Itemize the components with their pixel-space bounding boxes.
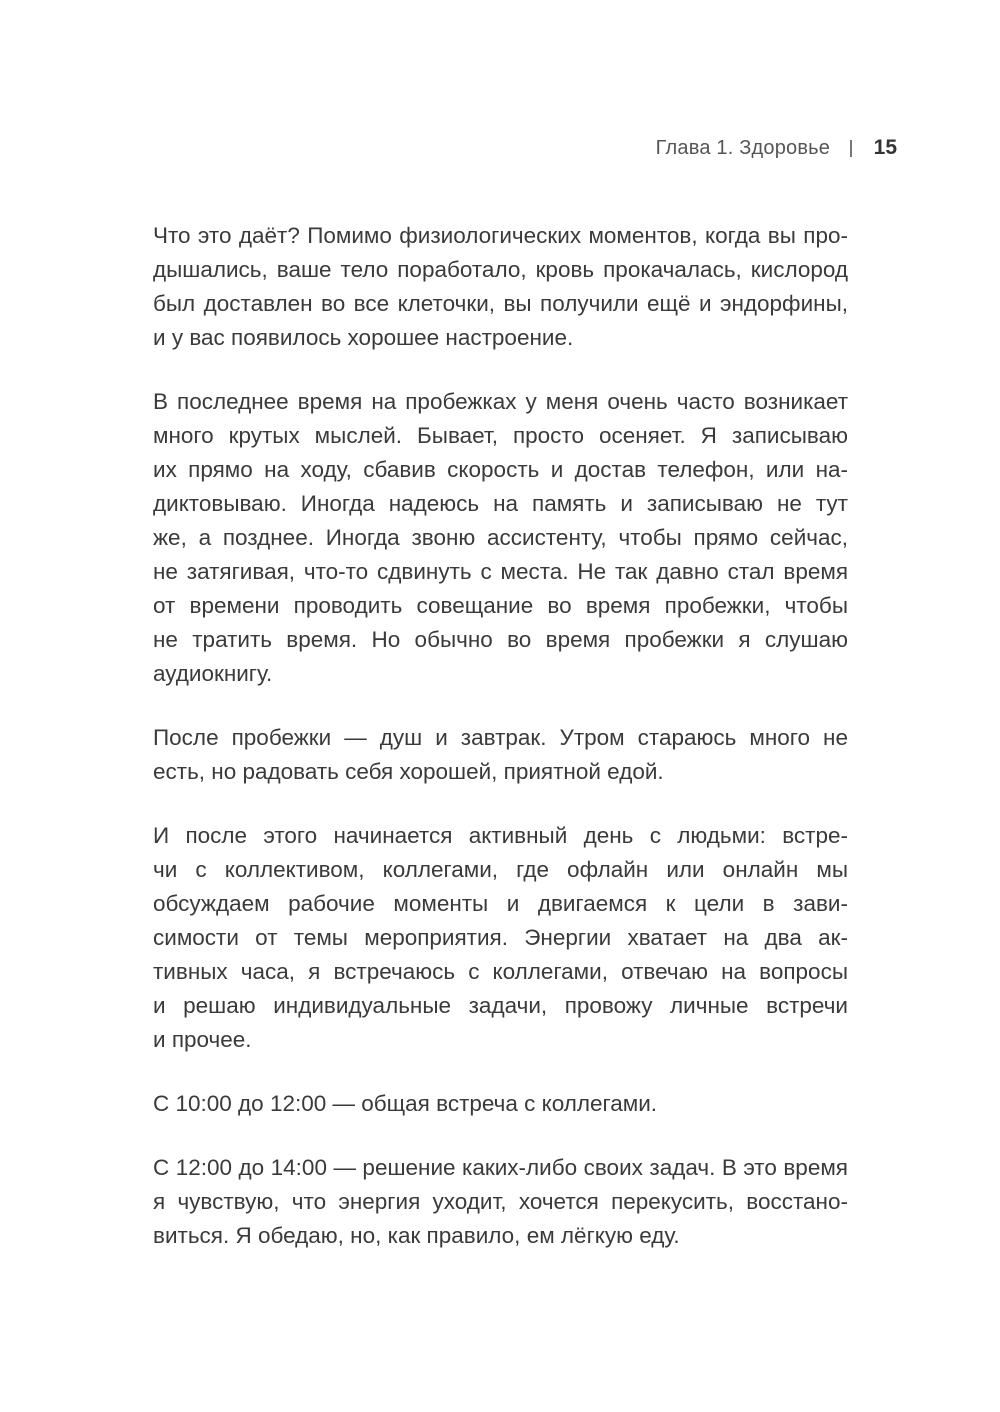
text-line: Что это даёт? Помимо физиологических моментов, когда вы про-: [153, 223, 848, 248]
text-line: от времени проводить совещание во время пробежки, чтобы: [153, 593, 848, 618]
text-line: симости от темы мероприятия. Энергии хватает на два ак-: [153, 925, 848, 950]
text-line: не затягивая, что-то сдвинуть с места. Не так давно стал время: [153, 559, 848, 584]
text-line: С 10:00 до 12:00 — общая встреча с коллегами.: [153, 1091, 658, 1116]
chapter-title: Глава 1. Здоровье: [655, 136, 831, 159]
text-line: виться. Я обедаю, но, как правило, ем лёгкую еду.: [153, 1223, 680, 1248]
text-line: тивных часа, я встречаюсь с коллегами, отвечаю на вопросы: [153, 959, 848, 984]
paragraph: [153, 721, 848, 789]
paragraph: [153, 1087, 848, 1121]
running-header: [656, 136, 897, 160]
page-number: 15: [873, 136, 897, 159]
text-line: дышались, ваше тело поработало, кровь прокачалась, кислород: [153, 257, 848, 282]
text-line: И после этого начинается активный день с людьми: встре-: [153, 823, 848, 848]
text-line: и прочее.: [153, 1027, 252, 1052]
text-line: и у вас появилось хорошее настроение.: [153, 325, 574, 350]
body-text: [153, 219, 848, 1283]
text-line: обсуждаем рабочие моменты и двигаемся к цели в зави-: [153, 891, 848, 916]
text-line: чи с коллективом, коллегами, где офлайн или онлайн мы: [153, 857, 848, 882]
header-separator: [850, 140, 852, 157]
paragraph: [153, 219, 848, 355]
text-line: и решаю индивидуальные задачи, провожу личные встречи: [153, 993, 848, 1018]
text-line: есть, но радовать себя хорошей, приятной едой.: [153, 759, 664, 784]
text-line: После пробежки — душ и завтрак. Утром стараюсь много не: [153, 725, 848, 750]
text-line: много крутых мыслей. Бывает, просто осеняет. Я записываю: [153, 423, 848, 448]
text-line: не тратить время. Но обычно во время пробежки я слушаю: [153, 627, 848, 652]
text-line: же, а позднее. Иногда звоню ассистенту, чтобы прямо сейчас,: [153, 525, 848, 550]
paragraph: [153, 819, 848, 1057]
text-line: В последнее время на пробежках у меня очень часто возникает: [153, 389, 848, 414]
text-line: аудиокнигу.: [153, 661, 273, 686]
text-line: С 12:00 до 14:00 — решение каких-либо своих задач. В это время: [153, 1155, 848, 1180]
paragraph: [153, 385, 848, 691]
paragraph: [153, 1151, 848, 1253]
text-line: их прямо на ходу, сбавив скорость и достав телефон, или на-: [153, 457, 848, 482]
text-line: я чувствую, что энергия уходит, хочется перекусить, восстано-: [153, 1189, 848, 1214]
text-line: диктовываю. Иногда надеюсь на память и записываю не тут: [153, 491, 848, 516]
text-line: был доставлен во все клеточки, вы получили ещё и эндорфины,: [153, 291, 848, 316]
